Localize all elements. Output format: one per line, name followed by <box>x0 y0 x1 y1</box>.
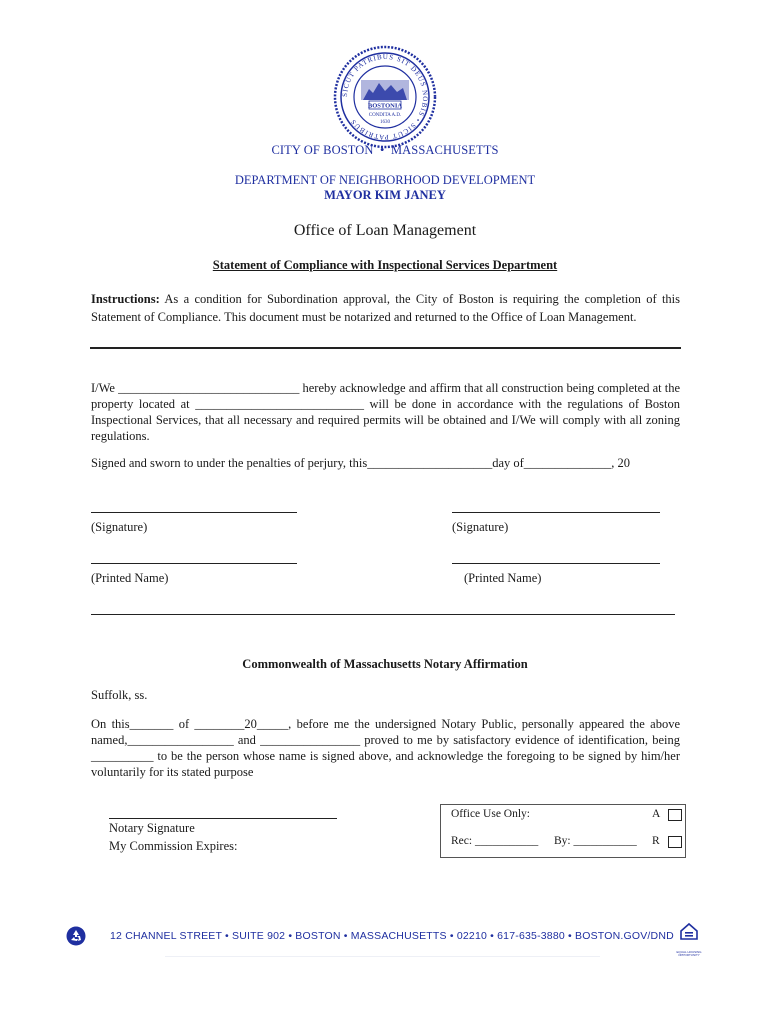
notary-paragraph[interactable]: On this_______ of ________20_____, before me the undersigned Notary Public, personally appeared the above named,_________________ and ________________ proved to me by satisfactory evidence of identification, being __________ to be the person whose name is signed above, and acknowledge the foregoing to be signed by him/her voluntarily for its stated purpose <box>91 717 680 779</box>
printed-name-line-right[interactable] <box>452 563 660 564</box>
statement-title: Statement of Compliance with Inspectional Services Department <box>212 258 558 272</box>
state-name: MASSACHUSETTS <box>390 143 499 157</box>
instructions-text: As a condition for Subordination approval, the City of Boston is requiring the completion of this Statement of Compliance. This document must be notarized and returned to the Office of Loan Management. <box>91 292 680 324</box>
notary-title: Commonwealth of Massachusetts Notary Affirmation <box>242 657 528 671</box>
svg-text:CONDITA A.D.: CONDITA A.D. <box>368 113 402 118</box>
signature-label-right: (Signature) <box>452 520 509 534</box>
svg-text:1630: 1630 <box>380 120 390 125</box>
office-use-box <box>440 804 686 858</box>
city-name: CITY OF BOSTON <box>271 143 374 157</box>
property-address-blank[interactable]: ___________________________ <box>195 397 364 411</box>
acknowledgement-paragraph <box>91 380 680 444</box>
faint-footer-line <box>165 956 600 957</box>
r-label: R <box>652 835 660 847</box>
county-label: Suffolk, ss. <box>91 688 148 702</box>
names-blank[interactable]: _____________________________ <box>118 381 300 395</box>
city-header <box>0 143 770 158</box>
a-label: A <box>652 808 661 820</box>
office-use-title: Office Use Only: <box>451 808 530 820</box>
ack-text-3: will be done in accordance with the regulations of Boston Inspectional Services, that all necessary and required permits will be obtained and I/We will comply with all zoning regulations. <box>91 397 680 443</box>
notary-signature-label: Notary Signature <box>109 821 195 835</box>
ack-text-1: I/We <box>91 381 119 395</box>
printed-name-line-left[interactable] <box>91 563 297 564</box>
by-field[interactable]: By: ___________ <box>554 835 637 847</box>
signature-line-right[interactable] <box>452 512 660 513</box>
office-title: Office of Loan Management <box>293 222 477 239</box>
signature-label-left: (Signature) <box>91 520 148 534</box>
sworn-statement[interactable]: Signed and sworn to under the penalties of perjury, this____________________day of______________, 20 <box>91 456 631 470</box>
recycle-icon <box>66 926 86 946</box>
notary-signature-line[interactable] <box>109 818 337 819</box>
section-divider <box>90 347 681 349</box>
ack-text-2: hereby acknowledge and affirm that all construction being completed at the property located at <box>91 381 680 411</box>
commission-expires-label: My Commission Expires: <box>109 839 238 853</box>
instructions-paragraph <box>91 290 680 326</box>
svg-text:SICUT PATRIBUS SIT DEUS NOBIS: SICUT PATRIBUS SIT DEUS NOBIS • SICUT PATRIBUS <box>340 52 430 142</box>
r-checkbox[interactable] <box>668 836 682 848</box>
department-name: DEPARTMENT OF NEIGHBORHOOD DEVELOPMENT <box>234 173 536 187</box>
a-checkbox[interactable] <box>668 809 682 821</box>
printed-name-label-right: (Printed Name) <box>464 571 542 585</box>
equal-housing-text: EQUAL HOUSING OPPORTUNITY <box>676 950 702 957</box>
footer-address: 12 CHANNEL STREET • SUITE 902 • BOSTON • MASSACHUSETTS • 02210 • 617-635-3880 • BOSTON.GOV/DND <box>110 930 674 942</box>
rec-field[interactable]: Rec: ___________ <box>451 835 539 847</box>
mayor-name: MAYOR KIM JANEY <box>324 188 446 202</box>
signature-line-left[interactable] <box>91 512 297 513</box>
equal-housing-icon <box>676 920 702 957</box>
svg-text:BOSTONIA: BOSTONIA <box>367 102 403 110</box>
city-seal-logo <box>333 45 437 149</box>
city-separator: • <box>380 143 385 157</box>
instructions-label: Instructions: <box>91 292 160 306</box>
printed-name-label-left: (Printed Name) <box>91 571 169 585</box>
separator-underline <box>91 614 675 615</box>
